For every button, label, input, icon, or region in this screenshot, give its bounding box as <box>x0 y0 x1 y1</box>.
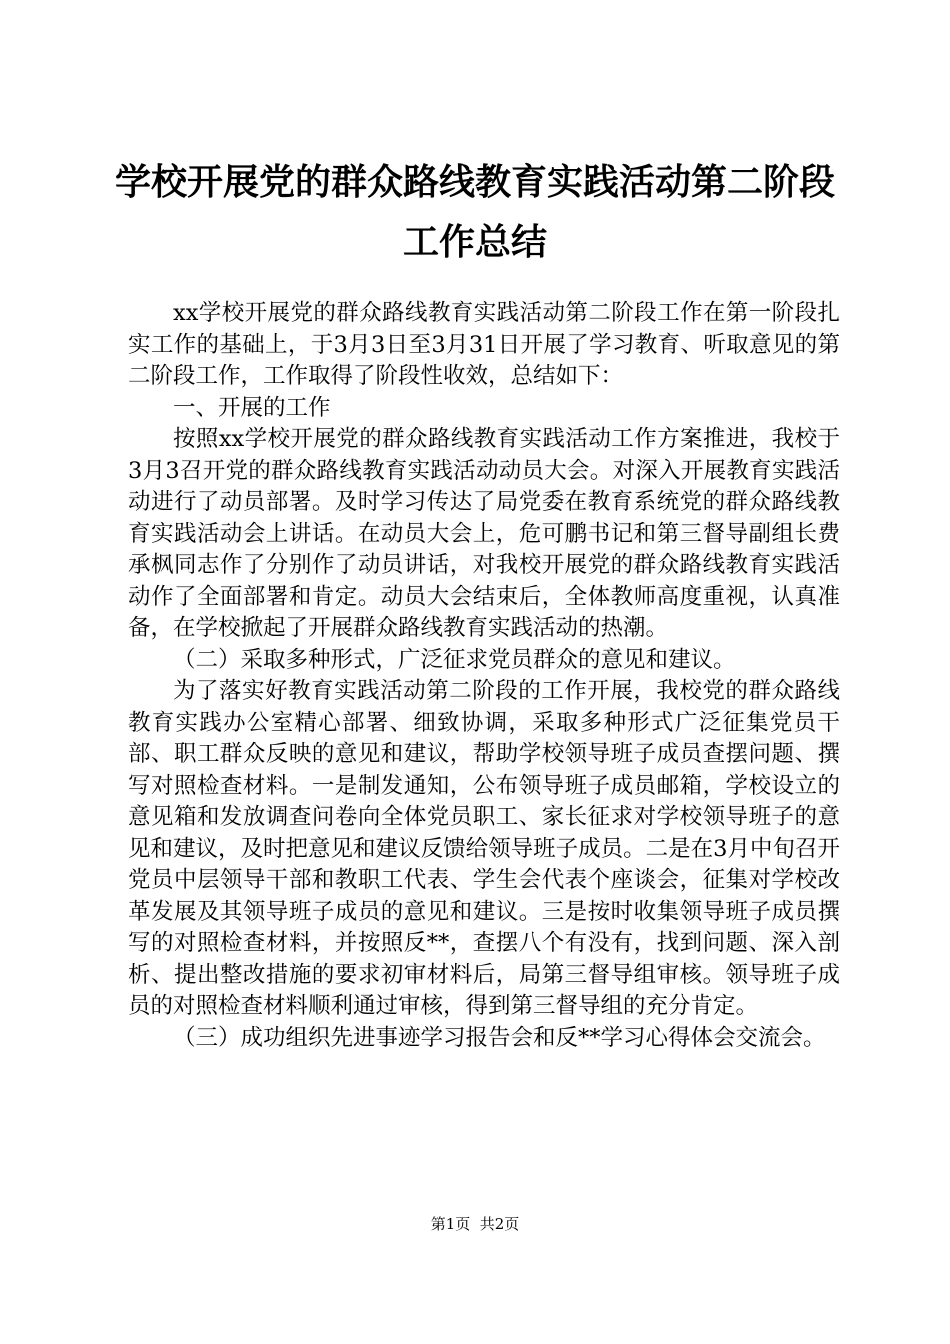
paragraph-section-1: 按照xx学校开展党的群众路线教育实践活动工作方案推进，我校于3月3召开党的群众路线教育实践活动动员大会。对深入开展教育实践活动进行了动员部署。及时学习传达了局党委在教育系统党的群众路线教育实践活动会上讲话。在动员大会上，危可鹏书记和第三督导副组长费承枫同志作了分别作了动员讲话，对我校开展党的群众路线教育实践活动作了全面部署和肯定。动员大会结束后，全体教师高度重视，认真准备，在学校掀起了开展群众路线教育实践活动的热潮。 <box>128 426 840 641</box>
document-title-line1: 学校开展党的群众路线教育实践活动第二阶段 <box>114 161 835 203</box>
section-heading-2: （二）采取多种形式，广泛征求党员群众的意见和建议。 <box>173 646 736 673</box>
page-footer: 第1页 共2页 <box>430 1215 520 1233</box>
section-heading-3: （三）成功组织先进事迹学习报告会和反**学习心得体会交流会。 <box>173 1024 826 1051</box>
paragraph-section-2: 为了落实好教育实践活动第二阶段的工作开展，我校党的群众路线教育实践办公室精心部署、细致协调，采取多种形式广泛征集党员干部、职工群众反映的意见和建议，帮助学校领导班子成员查摆问题、撰写对照检查材料。一是制发通知，公布领导班子成员邮箱，学校设立的意见箱和发放调查问卷向全体党员职工、家长征求对学校领导班子的意见和建议，及时把意见和建议反馈给领导班子成员。二是在3月中旬召开党员中层领导干部和教职工代表、学生会代表个座谈会，征集对学校改革发展及其领导班子成员的意见和建议。三是按时收集领导班子成员撰写的对照检查材料，并按照反**，查摆八个有没有，找到问题、深入剖析、提出整改措施的要求初审材料后，局第三督导组审核。领导班子成员的对照检查材料顺利通过审核，得到第三督导组的充分肯定。 <box>128 678 840 1019</box>
section-heading-1: 一、开展的工作 <box>173 394 331 421</box>
document-title-line2: 工作总结 <box>402 221 547 263</box>
paragraph-intro: xx学校开展党的群众路线教育实践活动第二阶段工作在第一阶段扎实工作的基础上，于3月3日至3月31日开展了学习教育、听取意见的第二阶段工作，工作取得了阶段性收效，总结如下： <box>128 300 840 389</box>
document-body <box>128 298 840 1054</box>
